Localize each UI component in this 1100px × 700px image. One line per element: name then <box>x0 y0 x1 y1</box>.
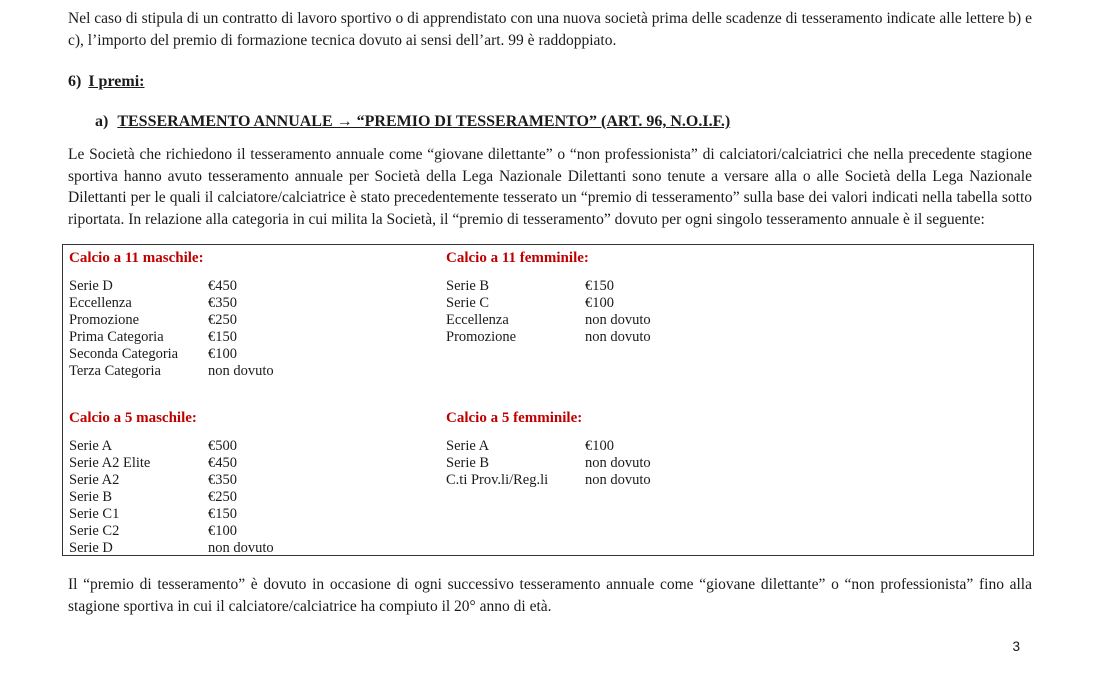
sub-heading <box>68 113 1032 131</box>
fee-amount: €450 <box>208 455 237 471</box>
fee-row <box>69 278 446 295</box>
fee-amount: €100 <box>585 295 614 311</box>
fee-category-label: Prima Categoria <box>69 329 164 345</box>
fee-category-label: Serie D <box>69 540 113 556</box>
fee-category-label: Serie C1 <box>69 506 120 522</box>
fee-category-label: Serie B <box>446 278 490 294</box>
fees-section-title: Calcio a 11 femminile: <box>446 250 589 266</box>
fee-amount: non dovuto <box>585 312 651 328</box>
fee-row <box>69 363 446 380</box>
fee-amount: €100 <box>585 438 614 454</box>
fee-row <box>69 472 446 489</box>
fees-section-title: Calcio a 5 femminile: <box>446 410 583 426</box>
fee-amount: €350 <box>208 295 237 311</box>
closing-paragraph: Il “premio di tesseramento” è dovuto in occasione di ogni successivo tesseramento annuale come “giovane dilettante” o “non professionista” fino alla stagione sportiva in cui il calciatore/calciatrice ha compiuto il 20° anno di età. <box>68 576 1032 615</box>
fee-amount: €100 <box>208 346 237 362</box>
fee-category-label: Serie A <box>446 438 490 454</box>
body-paragraph: Le Società che richiedono il tesseramento annuale come “giovane dilettante” o “non professionista” di calciatori/calciatrici che nella precedente stagione sportiva hanno avuto tesseramento annuale per Società della Lega Nazionale Dilettanti sono tenute a versare alla o alle Società della Lega Nazionale Dilettanti per le quali il calciatore/calciatrice è stato precedentemente tesserato un “premio di tesseramento” sulla base dei valori indicati nella tabella sotto riportata. In relazione alla categoria in cui milita la Società, il “premio di tesseramento” dovuto per ogni singolo tesseramento annuale è il seguente: <box>68 146 1032 228</box>
fee-row <box>69 489 446 506</box>
fee-row <box>446 295 1033 312</box>
fee-amount: €250 <box>208 489 237 505</box>
fee-category-label: Promozione <box>446 329 517 345</box>
fee-category-label: Serie D <box>69 278 113 294</box>
fees-section-calcio-5-maschile <box>69 410 446 556</box>
section-heading-title: I premi: <box>88 73 145 90</box>
fees-section-title: Calcio a 5 maschile: <box>69 410 197 426</box>
fee-row <box>69 295 446 312</box>
page-number: 3 <box>1012 639 1020 654</box>
fees-table <box>62 244 1034 556</box>
fee-amount: non dovuto <box>208 363 274 379</box>
fee-amount: non dovuto <box>585 455 651 471</box>
fee-row <box>446 329 1033 346</box>
fee-row <box>446 278 1033 295</box>
fee-amount: non dovuto <box>585 329 651 345</box>
fee-category-label: Serie B <box>69 489 113 505</box>
fees-section-calcio-11-maschile <box>69 250 446 380</box>
fees-section-calcio-11-femminile <box>446 250 1033 346</box>
fees-section-calcio-5-femminile <box>446 410 1033 489</box>
fee-category-label: C.ti Prov.li/Reg.li <box>446 472 549 488</box>
sub-heading-title: TESSERAMENTO ANNUALE → “PREMIO DI TESSERAMENTO” (ART. 96, N.O.I.F.) <box>117 113 731 130</box>
fees-section-title: Calcio a 11 maschile: <box>69 250 204 266</box>
fee-category-label: Seconda Categoria <box>69 346 179 362</box>
fee-category-label: Terza Categoria <box>69 363 161 379</box>
fee-amount: €100 <box>208 523 237 539</box>
fee-amount: €150 <box>208 506 237 522</box>
section-heading <box>68 73 1032 91</box>
fee-category-label: Eccellenza <box>446 312 509 328</box>
fee-row <box>446 455 1033 472</box>
fee-row <box>69 312 446 329</box>
fee-row <box>446 312 1033 329</box>
fee-amount: €450 <box>208 278 237 294</box>
fee-category-label: Eccellenza <box>69 295 132 311</box>
fee-category-label: Serie B <box>446 455 490 471</box>
fee-category-label: Serie A2 Elite <box>69 455 151 471</box>
fee-amount: non dovuto <box>585 472 651 488</box>
fee-row <box>446 438 1033 455</box>
fee-amount: €150 <box>585 278 614 294</box>
fee-row <box>69 523 446 540</box>
fee-category-label: Serie C <box>446 295 490 311</box>
fee-category-label: Serie A <box>69 438 113 454</box>
fee-amount: €500 <box>208 438 237 454</box>
sub-heading-letter: a) <box>95 113 109 130</box>
fee-amount: €150 <box>208 329 237 345</box>
fee-amount: non dovuto <box>208 540 274 556</box>
fee-row <box>69 540 446 556</box>
fee-amount: €350 <box>208 472 237 488</box>
fee-category-label: Serie A2 <box>69 472 120 488</box>
fee-amount: €250 <box>208 312 237 328</box>
fee-row <box>69 438 446 455</box>
intro-paragraph: Nel caso di stipula di un contratto di lavoro sportivo o di apprendistato con una nuova società prima delle scadenze di tesseramento indicate alle lettere b) e c), l’importo del premio di formazione tecnica dovuto ai sensi dell’art. 99 è raddoppiato. <box>68 10 1032 49</box>
fees-table-grid <box>69 250 1033 556</box>
section-heading-number: 6) <box>68 73 82 90</box>
fee-row <box>446 472 1033 489</box>
fee-row <box>69 329 446 346</box>
fee-category-label: Promozione <box>69 312 140 328</box>
fee-category-label: Serie C2 <box>69 523 120 539</box>
fee-row <box>69 346 446 363</box>
fee-row <box>69 506 446 523</box>
fee-row <box>69 455 446 472</box>
